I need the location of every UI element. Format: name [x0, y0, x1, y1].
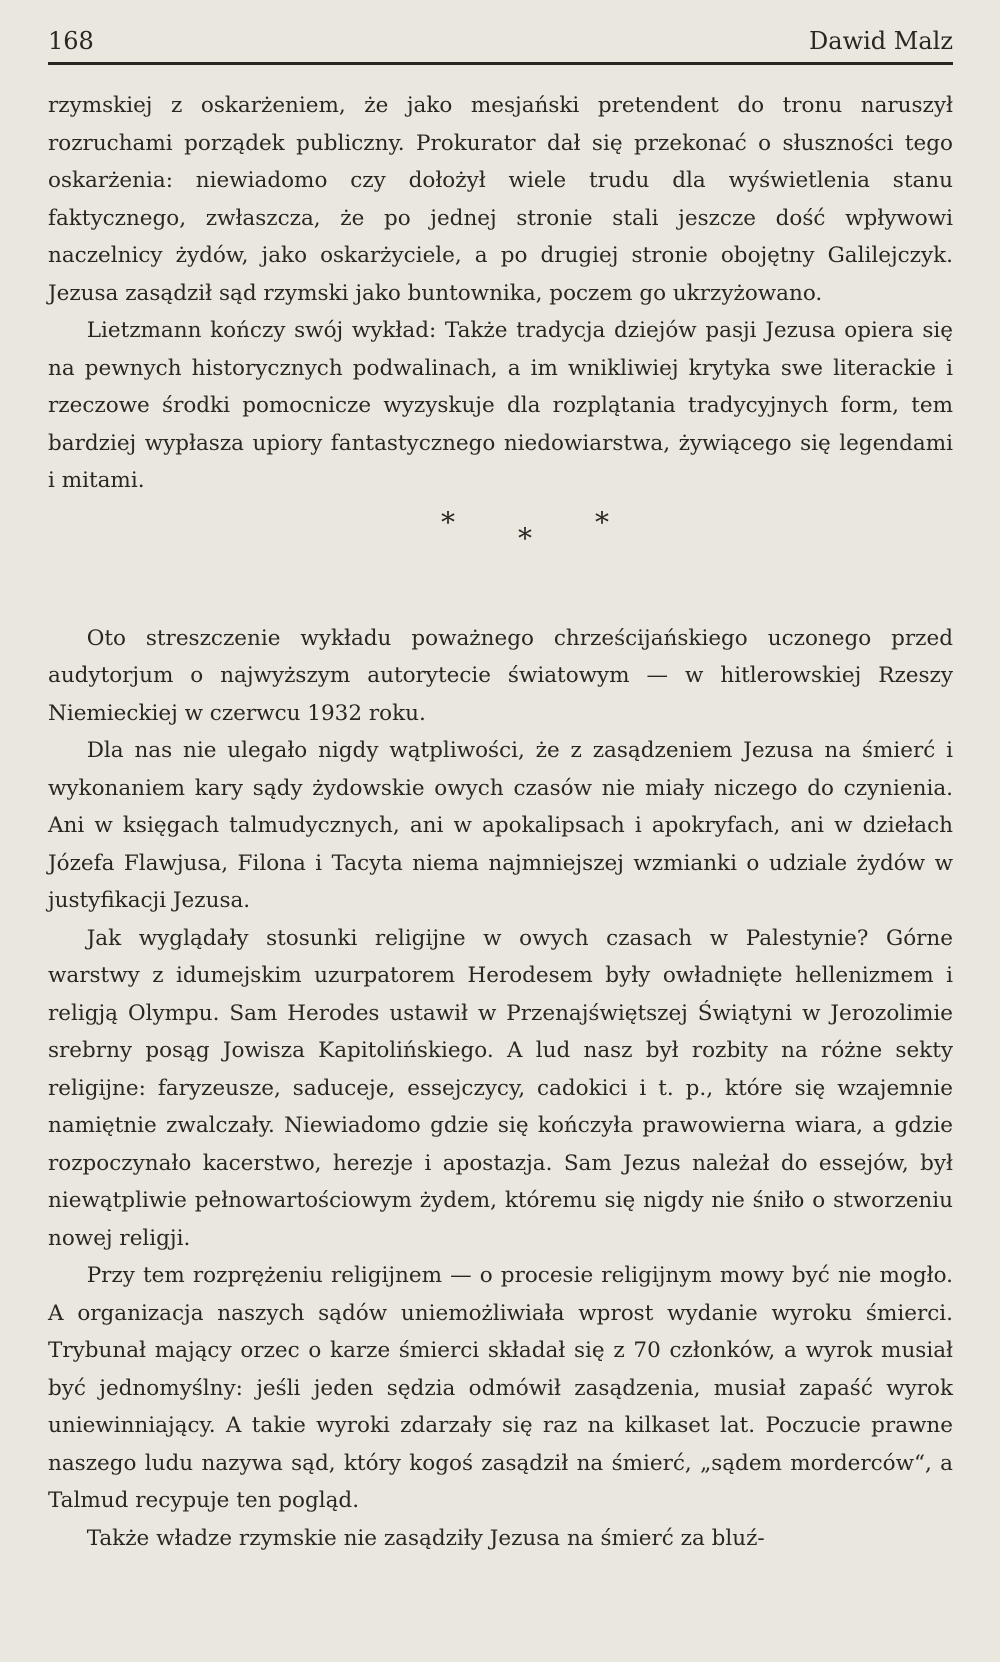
paragraph-1: rzymskiej z oskarżeniem, że jako mesjański pretendent do tronu naruszył rozruchami porządek publiczny. Prokurator dał się przekonać o słuszności tego oskarżenia: niewiadomo czy dołożył wiele trudu dla wyświetlenia stanu faktycznego, zwłaszcza, że po jednej stronie stali jeszcze dość wpływowi naczelnicy żydów, jako oskarżyciele, a po drugiej stronie obojętny Galilejczyk. Jezusa zasądził sąd rzymski jako buntownika, poczem go ukrzyżowano.: [48, 93, 953, 306]
paragraph-7: Także władze rzymskie nie zasądziły Jezusa na śmierć za bluź-: [86, 1525, 765, 1551]
page-number: 168: [48, 27, 94, 55]
paragraph-3: Oto streszczenie wykładu poważnego chrześcijańskiego uczonego przed audytorjum o najwyższym autorytecie światowym — w hitlerowskiej Rzeszy Niemieckiej w czerwcu 1932 roku.: [48, 625, 953, 726]
section-separator: [48, 500, 953, 620]
paragraph-6: Przy tem rozprężeniu religijnem — o procesie religijnym mowy być nie mogło. A organizacja naszych sądów uniemożliwiała wprost wydanie wyroku śmierci. Trybunał mający orzec o karze śmierci składał się z 70 członków, a wyrok musiał być jednomyślny: jeśli jeden sędzia odmówił zasądzenia, musiał zapaść wyrok uniewinniający. A takie wyroki zdarzały się raz na kilkaset lat. Poczucie prawne naszego ludu nazywa sąd, który kogoś zasądził na śmierć, „sądem morderców“, a Talmud recypuje ten pogląd.: [48, 1263, 953, 1513]
paragraph-2: Lietzmann kończy swój wykład: Także tradycja dziejów pasji Jezusa opiera się na pewnych historycznych podwalinach, a im wnikliwiej krytyka swe literackie i rzeczowe środki pomocnicze wyzyskuje dla rozplątania tradycyjnych form, tem bardziej wypłasza upiory fantastycznego niedowiarstwa, żywiącego się legendami i mitami.: [48, 318, 953, 493]
page-header: [48, 26, 953, 62]
separator-star-right: *: [595, 505, 609, 539]
header-rule: [48, 62, 953, 65]
separator-star-middle: *: [518, 521, 532, 555]
body-text: [48, 87, 953, 1557]
paragraph-4: Dla nas nie ulegało nigdy wątpliwości, że z zasądzeniem Jezusa na śmierć i wykonaniem kary sądy żydowskie owych czasów nie miały niczego do czynienia. Ani w księgach talmudycznych, ani w apokalipsach i apokryfach, ani w dziełach Józefa Flawjusa, Filona i Tacyta niema najmniejszej wzmianki o udziale żydów w justyfikacji Jezusa.: [48, 738, 953, 913]
paragraph-5: Jak wyglądały stosunki religijne w owych czasach w Palestynie? Górne warstwy z idumejskim uzurpatorem Herodesem były owładnięte hellenizmem i religją Olympu. Sam Herodes ustawił w Przenajświętszej Świątyni w Jerozolimie srebrny posąg Jowisza Kapitolińskiego. A lud nasz był rozbity na różne sekty religijne: faryzeusze, saduceje, essejczycy, cadokici i t. p., które się wzajemnie namiętnie zwalczały. Niewiadomo gdzie się kończyła prawowierna wiara, a gdzie rozpoczynało kacerstwo, herezje i apostazja. Sam Jezus należał do essejów, był niewątpliwie pełnowartościowym żydem, któremu się nigdy nie śniło o stworzeniu nowej religji.: [48, 925, 953, 1251]
separator-star-left: *: [441, 505, 455, 539]
running-head-author: Dawid Malz: [809, 27, 953, 55]
